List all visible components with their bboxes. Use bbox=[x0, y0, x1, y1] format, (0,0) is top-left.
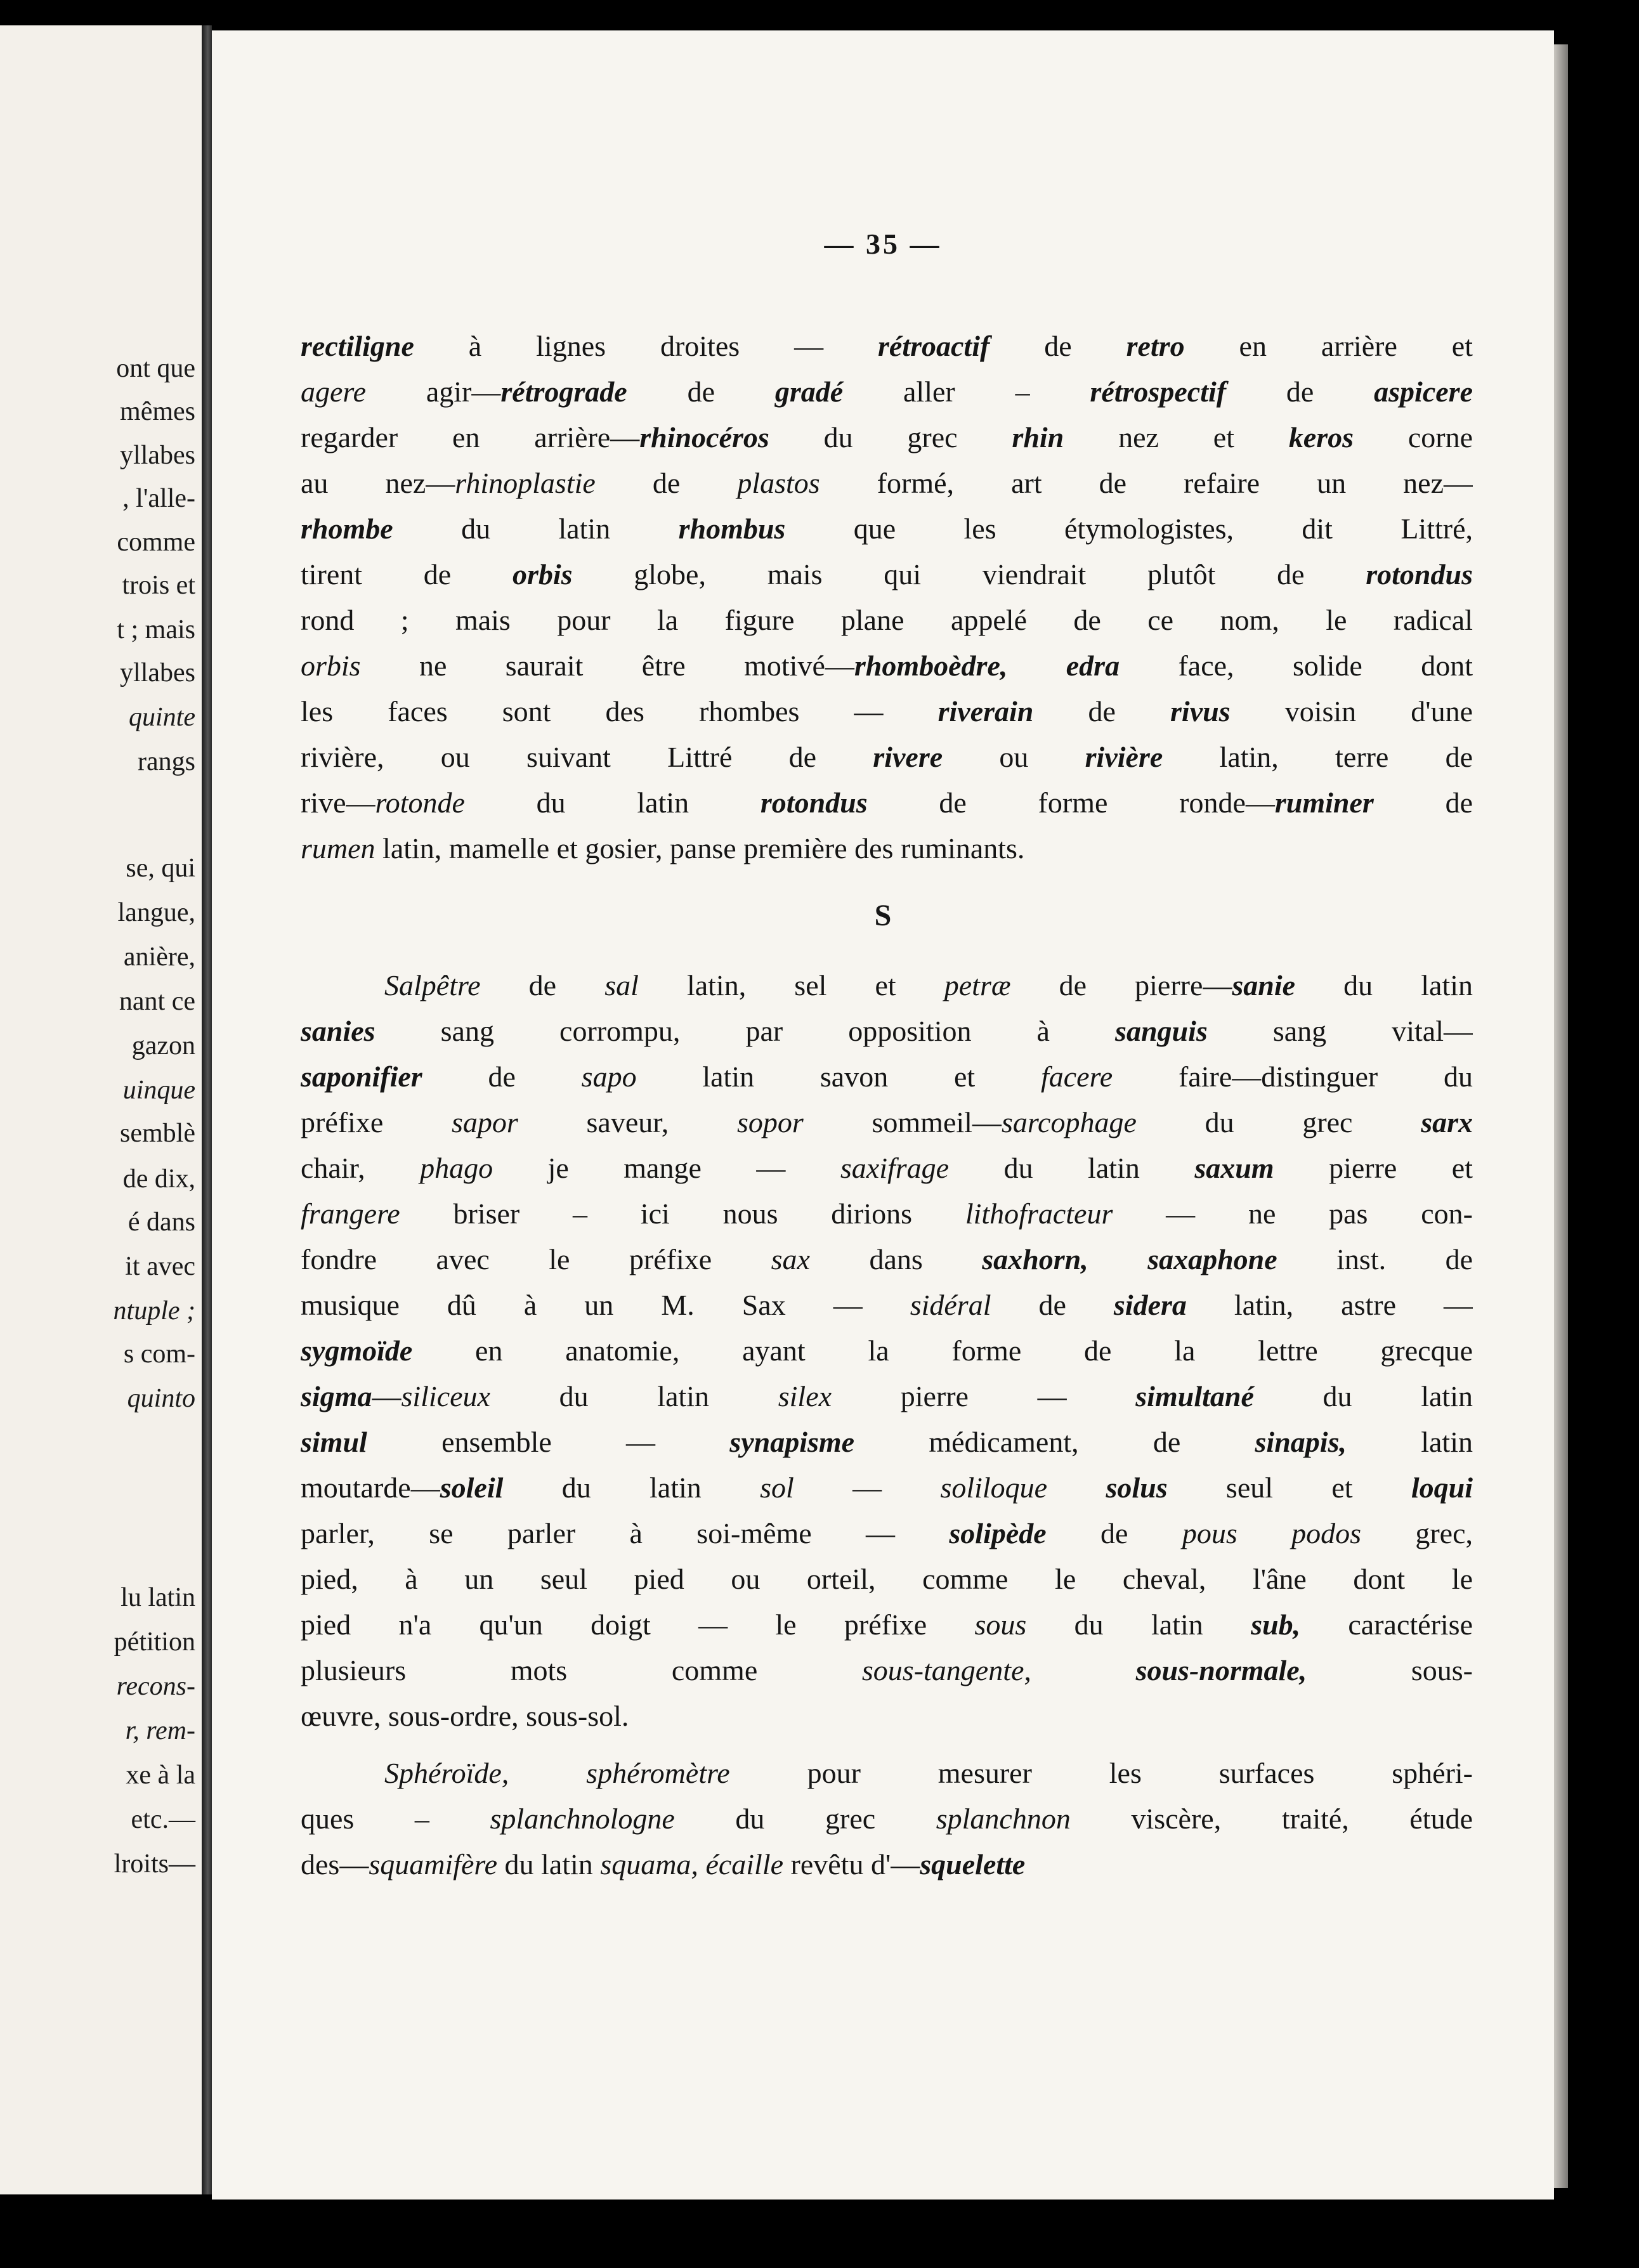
italic-term: sanguis bbox=[1115, 1015, 1208, 1047]
italic-term: rotondus bbox=[760, 786, 868, 819]
text-run: du latin bbox=[949, 1152, 1195, 1184]
italic-term: sax bbox=[771, 1243, 810, 1275]
italic-term: sol bbox=[760, 1471, 794, 1504]
left-page-line: , l'alle- bbox=[122, 484, 195, 513]
text-line bbox=[301, 1511, 1473, 1556]
text-run: sang corrompu, par opposition à bbox=[375, 1015, 1116, 1047]
italic-term: sapo bbox=[581, 1060, 637, 1093]
text-line bbox=[301, 1602, 1473, 1648]
text-run: — ne pas con- bbox=[1113, 1197, 1473, 1230]
text-run: faire—distinguer du bbox=[1113, 1060, 1473, 1093]
text-run: moutarde— bbox=[301, 1471, 440, 1504]
text-run: médicament, de bbox=[854, 1426, 1255, 1458]
italic-term: riverain bbox=[937, 695, 1034, 727]
italic-term: ruminer bbox=[1274, 786, 1374, 819]
text-run: face, solide dont bbox=[1120, 649, 1473, 682]
text-line bbox=[301, 1374, 1473, 1419]
text-line bbox=[301, 506, 1473, 552]
main-page bbox=[212, 30, 1554, 2200]
text-line bbox=[301, 963, 1473, 1008]
italic-term: retro bbox=[1126, 330, 1185, 362]
italic-term: rhombus bbox=[678, 512, 786, 545]
paragraph-s-entries bbox=[301, 963, 1473, 1739]
text-line bbox=[301, 1419, 1473, 1465]
italic-term: rivus bbox=[1170, 695, 1231, 727]
text-line bbox=[301, 1465, 1473, 1511]
left-page-line: xe à la bbox=[126, 1761, 195, 1790]
text-run: du grec bbox=[674, 1802, 936, 1835]
italic-term: rhomboèdre, bbox=[854, 649, 1008, 682]
left-page-line: ont que bbox=[116, 354, 195, 383]
text-run: œuvre, sous-ordre, sous-sol. bbox=[301, 1700, 629, 1732]
text-run: agir— bbox=[366, 375, 501, 408]
text-run: en anatomie, ayant la forme de la lettre grecque bbox=[412, 1334, 1473, 1367]
italic-term: sidera bbox=[1113, 1289, 1187, 1321]
text-line bbox=[301, 1556, 1473, 1602]
italic-term: rhinocéros bbox=[639, 421, 769, 453]
text-run bbox=[1007, 649, 1066, 682]
italic-term: rhombe bbox=[301, 512, 393, 545]
italic-term: soliloque bbox=[940, 1471, 1048, 1504]
italic-term: podos bbox=[1291, 1517, 1361, 1549]
text-line bbox=[301, 597, 1473, 643]
text-run bbox=[1088, 1243, 1147, 1275]
text-run: de bbox=[1226, 375, 1375, 408]
section-letter: S bbox=[874, 899, 892, 932]
text-run: revêtu d'— bbox=[783, 1848, 920, 1880]
text-line bbox=[301, 415, 1473, 460]
text-run: sous- bbox=[1307, 1654, 1473, 1686]
text-run: caractérise bbox=[1300, 1608, 1473, 1641]
left-page-line: yllabes bbox=[120, 441, 195, 470]
italic-term: rectiligne bbox=[301, 330, 414, 362]
text-run: du latin bbox=[464, 786, 761, 819]
text-line bbox=[301, 323, 1473, 369]
text-run: les faces sont des rhombes — bbox=[301, 695, 938, 727]
italic-term: lithofracteur bbox=[965, 1197, 1113, 1230]
text-run: de bbox=[991, 1289, 1114, 1321]
left-page-line: pétition bbox=[114, 1627, 195, 1657]
italic-term: sphéromètre bbox=[586, 1757, 730, 1789]
text-run: pied, à un seul pied ou orteil, comme le cheval, l'âne dont le bbox=[301, 1563, 1473, 1595]
italic-term: sapor bbox=[451, 1106, 518, 1138]
left-page-line: é dans bbox=[127, 1208, 195, 1237]
text-run: du latin bbox=[490, 1380, 778, 1412]
left-page-line: nant ce bbox=[119, 987, 195, 1016]
text-run: seul et bbox=[1167, 1471, 1411, 1504]
text-run: de bbox=[1373, 786, 1473, 819]
text-run: rond ; mais pour la figure plane appelé de ce nom, le radical bbox=[301, 604, 1473, 636]
text-line bbox=[301, 552, 1473, 597]
text-run: ne saurait être motivé— bbox=[360, 649, 854, 682]
left-page-line: rangs bbox=[138, 747, 195, 776]
italic-term: sanies bbox=[301, 1015, 375, 1047]
left-page-line: ntuple ; bbox=[113, 1296, 195, 1326]
text-run: latin, mamelle et gosier, panse première des ruminants. bbox=[375, 832, 1025, 864]
italic-term: rotonde bbox=[375, 786, 465, 819]
italic-term: simul bbox=[301, 1426, 367, 1458]
text-run: au nez— bbox=[301, 467, 455, 499]
left-page-line: r, rem- bbox=[125, 1716, 195, 1745]
text-line bbox=[301, 1750, 1473, 1796]
text-run: je mange — bbox=[493, 1152, 840, 1184]
italic-term: pous bbox=[1182, 1517, 1237, 1549]
left-page-fragment bbox=[0, 25, 202, 2194]
italic-term: solipède bbox=[949, 1517, 1047, 1549]
text-run: latin, sel et bbox=[638, 969, 944, 1001]
italic-term: plastos bbox=[737, 467, 820, 499]
text-run: inst. de bbox=[1277, 1243, 1473, 1275]
italic-term: squelette bbox=[920, 1848, 1026, 1880]
italic-term: sinapis, bbox=[1255, 1426, 1347, 1458]
text-run: voisin d'une bbox=[1230, 695, 1473, 727]
italic-term: gradé bbox=[774, 375, 844, 408]
book-gutter bbox=[202, 25, 212, 2194]
text-line bbox=[301, 643, 1473, 689]
text-line bbox=[301, 460, 1473, 506]
left-page-line: mêmes bbox=[120, 397, 195, 426]
text-run: — bbox=[793, 1471, 941, 1504]
left-page-line: quinto bbox=[127, 1384, 195, 1413]
italic-term: synapisme bbox=[729, 1426, 855, 1458]
text-run: latin, astre — bbox=[1186, 1289, 1473, 1321]
left-page-line: recons- bbox=[116, 1672, 195, 1701]
text-run bbox=[1031, 1654, 1136, 1686]
italic-term: Salpêtre bbox=[384, 969, 481, 1001]
italic-term: siliceux bbox=[401, 1380, 490, 1412]
text-run: de bbox=[595, 467, 738, 499]
italic-term: soleil bbox=[440, 1471, 504, 1504]
italic-term: sous-normale, bbox=[1135, 1654, 1307, 1686]
italic-term: rumen bbox=[301, 832, 375, 864]
paragraph-r-entries bbox=[301, 323, 1473, 871]
text-run: globe, mais qui viendrait plutôt de bbox=[572, 558, 1366, 590]
text-line bbox=[301, 1191, 1473, 1237]
italic-term: sal bbox=[604, 969, 639, 1001]
left-page-line: t ; mais bbox=[117, 615, 195, 644]
text-run: à lignes droites — bbox=[414, 330, 878, 362]
italic-term: edra bbox=[1066, 649, 1120, 682]
text-line bbox=[301, 1054, 1473, 1100]
italic-term: rotondus bbox=[1366, 558, 1473, 590]
text-run: en arrière et bbox=[1184, 330, 1473, 362]
text-run: pied n'a qu'un doigt — le préfixe bbox=[301, 1608, 975, 1641]
italic-term: rhin bbox=[1012, 421, 1064, 453]
text-run: tirent de bbox=[301, 558, 513, 590]
text-run: regarder en arrière— bbox=[301, 421, 640, 453]
italic-term: loqui bbox=[1411, 1471, 1473, 1504]
text-run: de bbox=[422, 1060, 582, 1093]
text-run: du latin bbox=[1253, 1380, 1473, 1412]
italic-term: silex bbox=[778, 1380, 832, 1412]
italic-term: splanchnon bbox=[936, 1802, 1071, 1835]
text-run: des— bbox=[301, 1848, 369, 1880]
text-run: pierre — bbox=[832, 1380, 1136, 1412]
italic-term: rivere bbox=[873, 741, 943, 773]
text-run: plusieurs mots comme bbox=[301, 1654, 862, 1686]
text-run: latin bbox=[1346, 1426, 1473, 1458]
italic-term: sous bbox=[974, 1608, 1027, 1641]
text-line bbox=[301, 1100, 1473, 1145]
text-run: latin savon et bbox=[636, 1060, 1041, 1093]
text-run: musique dû à un M. Sax — bbox=[301, 1289, 910, 1321]
italic-term: splanchnologne bbox=[490, 1802, 675, 1835]
italic-term: solus bbox=[1106, 1471, 1168, 1504]
text-run: rive— bbox=[301, 786, 375, 819]
left-page-line: it avec bbox=[125, 1252, 195, 1281]
text-run: chair, bbox=[301, 1152, 421, 1184]
text-run: latin, terre de bbox=[1163, 741, 1473, 773]
text-run: du latin bbox=[393, 512, 679, 545]
text-run: parler, se parler à soi-même — bbox=[301, 1517, 950, 1549]
text-run: que les étymologistes, dit Littré, bbox=[785, 512, 1473, 545]
text-run: viscère, traité, étude bbox=[1070, 1802, 1473, 1835]
text-run: de pierre— bbox=[1010, 969, 1232, 1001]
left-page-line: langue, bbox=[117, 898, 195, 927]
text-run: du latin bbox=[1295, 969, 1473, 1001]
left-page-line: gazon bbox=[131, 1031, 195, 1060]
text-line bbox=[301, 689, 1473, 734]
italic-term: rétrospectif bbox=[1090, 375, 1227, 408]
text-line bbox=[301, 734, 1473, 780]
text-line bbox=[301, 1237, 1473, 1282]
italic-term: sopor bbox=[736, 1106, 804, 1138]
text-run: saveur, bbox=[518, 1106, 737, 1138]
text-run: briser – ici nous dirions bbox=[400, 1197, 965, 1230]
italic-term: rétrograde bbox=[500, 375, 627, 408]
italic-term: rhinoplastie bbox=[455, 467, 596, 499]
italic-term: squama, bbox=[600, 1848, 698, 1880]
left-page-line: se, qui bbox=[126, 854, 195, 883]
page-edge bbox=[1554, 44, 1568, 2188]
paragraph-sph-entries bbox=[301, 1750, 1473, 1887]
text-line bbox=[301, 1145, 1473, 1191]
italic-term: sous-tangente, bbox=[861, 1654, 1031, 1686]
text-run: fondre avec le préfixe bbox=[301, 1243, 771, 1275]
italic-term: agere bbox=[301, 375, 367, 408]
text-run: formé, art de refaire un nez— bbox=[820, 467, 1473, 499]
text-run: du grec bbox=[769, 421, 1012, 453]
text-run: du latin bbox=[503, 1471, 761, 1504]
text-run: ques – bbox=[301, 1802, 490, 1835]
text-run: corne bbox=[1354, 421, 1473, 453]
italic-term: sidéral bbox=[910, 1289, 991, 1321]
text-line bbox=[301, 369, 1473, 415]
text-run: du latin bbox=[497, 1848, 601, 1880]
italic-term: saxaphone bbox=[1147, 1243, 1277, 1275]
text-line bbox=[301, 1796, 1473, 1842]
left-page-line: etc.— bbox=[131, 1805, 195, 1834]
text-run: sommeil— bbox=[803, 1106, 1002, 1138]
text-run: dans bbox=[809, 1243, 983, 1275]
italic-term: saxhorn, bbox=[982, 1243, 1088, 1275]
italic-term: petræ bbox=[944, 969, 1011, 1001]
text-line bbox=[301, 1648, 1473, 1693]
text-run: ou bbox=[943, 741, 1085, 773]
italic-term: keros bbox=[1288, 421, 1354, 453]
italic-term: frangere bbox=[301, 1197, 400, 1230]
italic-term: sarcophage bbox=[1001, 1106, 1137, 1138]
text-run: de bbox=[1033, 695, 1171, 727]
text-run bbox=[1047, 1471, 1106, 1504]
italic-term: saxifrage bbox=[840, 1152, 950, 1184]
text-run: pour mesurer les surfaces sphéri- bbox=[729, 1757, 1473, 1789]
text-run: de bbox=[480, 969, 605, 1001]
italic-term: saponifier bbox=[301, 1060, 422, 1093]
text-run: rivière, ou suivant Littré de bbox=[301, 741, 873, 773]
text-run: nez et bbox=[1064, 421, 1289, 453]
italic-term: orbis bbox=[301, 649, 361, 682]
italic-term: sanie bbox=[1232, 969, 1296, 1001]
italic-term: saxum bbox=[1194, 1152, 1274, 1184]
left-page-line: lroits— bbox=[114, 1849, 195, 1879]
left-page-line: s com- bbox=[123, 1339, 195, 1369]
text-run: pierre et bbox=[1274, 1152, 1473, 1184]
left-page-line: quinte bbox=[129, 703, 195, 732]
text-line bbox=[301, 780, 1473, 826]
text-line bbox=[301, 1328, 1473, 1374]
italic-term: rétroactif bbox=[878, 330, 990, 362]
italic-term: simultané bbox=[1135, 1380, 1254, 1412]
text-run: de forme ronde— bbox=[867, 786, 1275, 819]
italic-term: sarx bbox=[1421, 1106, 1473, 1138]
italic-term: Sphéroïde, bbox=[384, 1757, 509, 1789]
italic-term: rivière bbox=[1085, 741, 1163, 773]
text-run: du latin bbox=[1026, 1608, 1251, 1641]
text-run: grec, bbox=[1361, 1517, 1473, 1549]
text-line bbox=[301, 1008, 1473, 1054]
text-line bbox=[301, 1693, 1473, 1739]
text-run: préfixe bbox=[301, 1106, 452, 1138]
italic-term: sygmoïde bbox=[301, 1334, 413, 1367]
italic-term: facere bbox=[1040, 1060, 1113, 1093]
text-run: ensemble — bbox=[367, 1426, 730, 1458]
text-line bbox=[301, 1842, 1473, 1887]
left-page-line: uinque bbox=[122, 1076, 195, 1105]
text-run bbox=[1237, 1517, 1291, 1549]
italic-term: orbis bbox=[512, 558, 573, 590]
left-page-line: yllabes bbox=[120, 658, 195, 688]
text-line bbox=[301, 826, 1473, 871]
italic-term: phago bbox=[420, 1152, 493, 1184]
text-run: sang vital— bbox=[1207, 1015, 1473, 1047]
left-page-line: anière, bbox=[123, 942, 195, 972]
left-page-line: comme bbox=[117, 528, 195, 557]
text-run bbox=[509, 1757, 586, 1789]
text-run: du grec bbox=[1136, 1106, 1421, 1138]
italic-term: sigma bbox=[301, 1380, 372, 1412]
italic-term: aspicere bbox=[1374, 375, 1473, 408]
text-run bbox=[698, 1848, 706, 1880]
italic-term: écaille bbox=[705, 1848, 784, 1880]
page-number: — 35 — bbox=[824, 228, 942, 260]
text-run: de bbox=[1046, 1517, 1182, 1549]
text-run: aller – bbox=[843, 375, 1090, 408]
left-page-line: lu latin bbox=[121, 1583, 195, 1612]
text-run: — bbox=[372, 1380, 402, 1412]
text-run: de bbox=[627, 375, 775, 408]
left-page-line: semblè bbox=[120, 1119, 195, 1148]
italic-term: sub, bbox=[1251, 1608, 1301, 1641]
text-run: de bbox=[989, 330, 1126, 362]
left-page-line: de dix, bbox=[122, 1164, 195, 1194]
text-line bbox=[301, 1282, 1473, 1328]
left-page-line: trois et bbox=[122, 571, 195, 600]
italic-term: squamifère bbox=[369, 1848, 498, 1880]
